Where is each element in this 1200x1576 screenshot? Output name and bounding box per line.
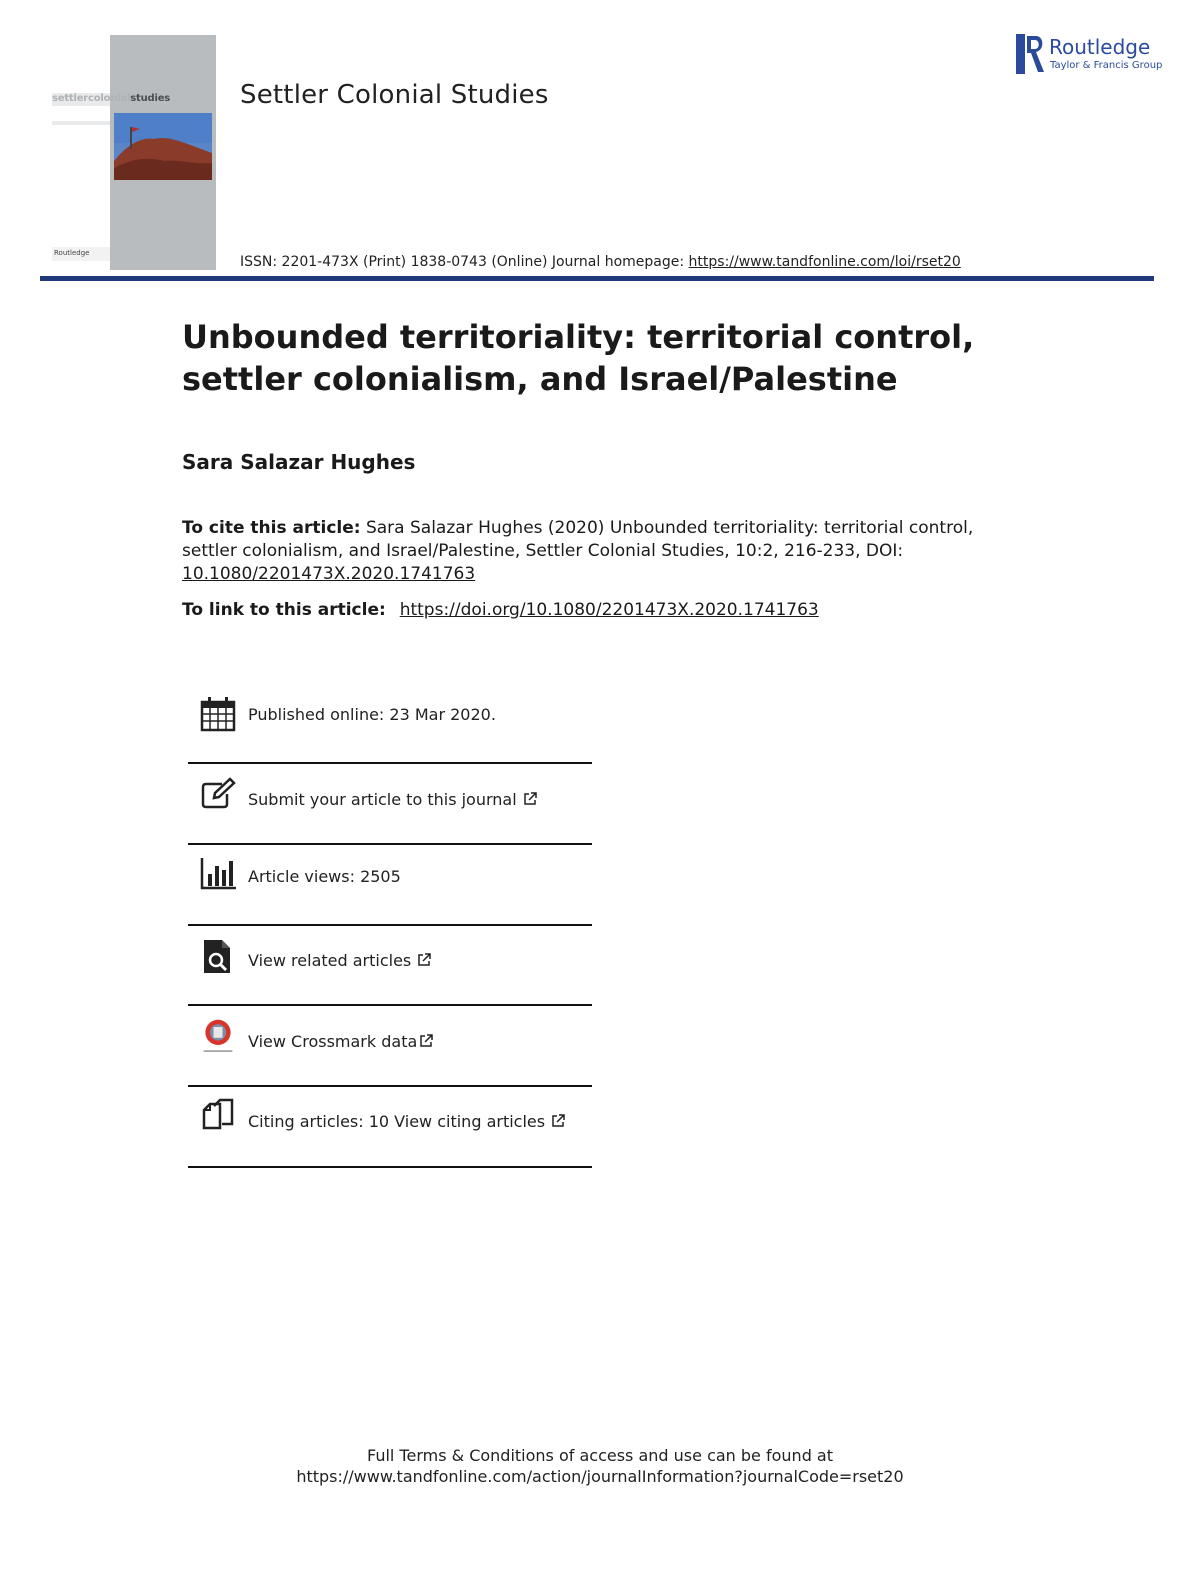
footer-terms: Full Terms & Conditions of access and use can be found at (366, 1446, 834, 1465)
citing-text: Citing articles: 10 View citing articles (248, 1112, 546, 1131)
citation (182, 517, 1002, 586)
cover-text-line (52, 121, 110, 125)
article-link[interactable]: https://doi.org/10.1080/2201473X.2020.1741763 (399, 600, 819, 620)
issn-line (240, 254, 961, 270)
article-link-line (182, 600, 819, 620)
cover-title-part1: settlercolonial (52, 93, 131, 104)
divider (188, 843, 592, 845)
divider (188, 1166, 592, 1168)
journal-homepage-link[interactable]: https://www.tandfonline.com/loi/rset20 (688, 254, 961, 270)
cite-label: To cite this article: (182, 518, 361, 538)
divider (188, 1004, 592, 1006)
doi-link[interactable]: 10.1080/2201473X.2020.1741763 (182, 564, 476, 584)
external-link-icon (523, 792, 537, 806)
external-link-icon (419, 1034, 433, 1048)
crossmark-icon (200, 1018, 236, 1054)
divider (188, 762, 592, 764)
submit-link[interactable] (248, 790, 537, 809)
citing-articles-icon (200, 1098, 236, 1134)
divider (188, 924, 592, 926)
cover-title-part2: studies (130, 93, 171, 104)
calendar-icon (200, 696, 236, 732)
submit-text: Submit your article to this journal (248, 790, 517, 809)
related-text: View related articles (248, 951, 412, 970)
link-label: To link to this article: (182, 600, 392, 620)
publisher-subtitle: Taylor & Francis Group (1050, 60, 1163, 71)
bar-chart-icon (200, 856, 236, 892)
edit-icon (200, 776, 236, 812)
cite-text: Sara Salazar Hughes (2020) Unbounded territoriality: territorial control, settler colonialism, and Israel/Palestine, Settler Colonial Studies, 10:2, 216-233, DOI: (182, 518, 974, 561)
cover-logo: Routledge (54, 249, 90, 257)
publisher-name: Routledge (1049, 35, 1151, 59)
crossmark-text: View Crossmark data (248, 1032, 418, 1051)
divider (188, 1085, 592, 1087)
header-rule (40, 276, 1154, 281)
published-text: Published online: 23 Mar 2020. (248, 705, 496, 724)
views-text: Article views: 2505 (248, 867, 401, 886)
cover-title (52, 93, 170, 104)
document-search-icon (200, 938, 236, 974)
crossmark-link[interactable] (248, 1032, 433, 1051)
external-link-icon (551, 1114, 565, 1128)
footer-url[interactable]: https://www.tandfonline.com/action/journalInformation?journalCode=rset20 (296, 1467, 904, 1486)
journal-name: Settler Colonial Studies (240, 80, 549, 110)
routledge-logo-icon (1016, 34, 1046, 78)
external-link-icon (417, 953, 431, 967)
citing-link[interactable] (248, 1112, 565, 1131)
cover-photo (114, 113, 212, 180)
article-title: Unbounded territoriality: territorial control, settler colonialism, and Israel/Palestine (182, 318, 975, 398)
article-author: Sara Salazar Hughes (182, 450, 416, 474)
related-link[interactable] (248, 951, 431, 970)
issn-text: ISSN: 2201-473X (Print) 1838-0743 (Online) Journal homepage: (240, 254, 689, 270)
journal-cover (52, 35, 216, 270)
